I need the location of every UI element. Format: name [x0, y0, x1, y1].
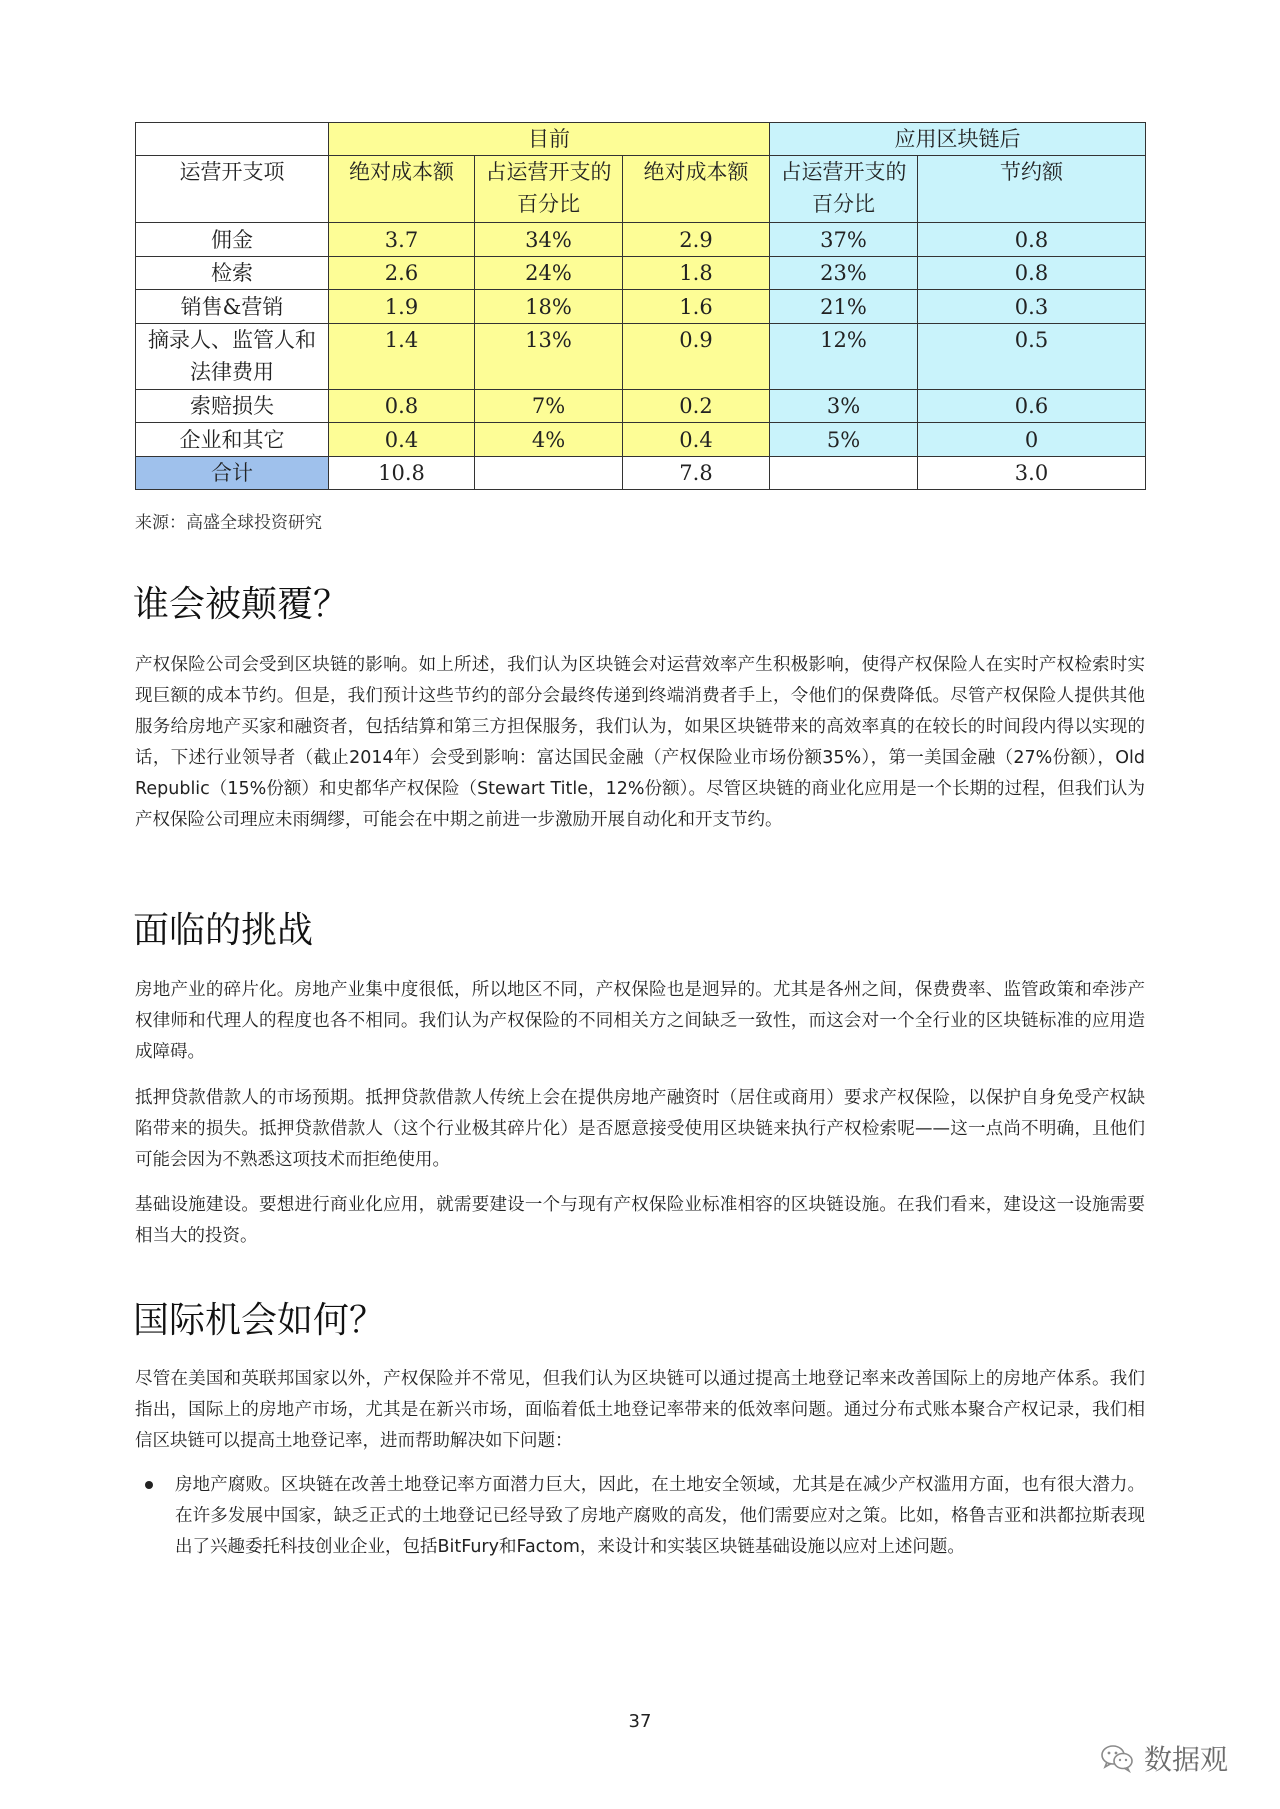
cell-abs-after: 0.4 — [623, 423, 770, 457]
total-savings: 3.0 — [918, 457, 1146, 490]
section-title-international: 国际机会如何？ — [133, 1300, 386, 1341]
group-header-after: 应用区块链后 — [770, 123, 1146, 156]
paragraph: 抵押贷款借款人的市场预期。抵押贷款借款人传统上会在提供房地产融资时（居住或商用）要求产权保险，以保护自身免受产权缺陷带来的损失。抵押贷款借款人（这个行业极其碎片化）是否愿意接受使用区块链来执行产权检索呢——这一点尚不明确，且他们可能会因为不熟悉这项技术而拒绝使用。 — [135, 1088, 1145, 1170]
table-source-note: 来源：高盛全球投资研究 — [135, 513, 322, 533]
list-item-text: 房地产腐败。区块链在改善土地登记率方面潜力巨大，因此，在土地安全领域，尤其是在减少产权滥用方面，也有很大潜力。在许多发展中国家，缺乏正式的土地登记已经导致了房地产腐败的高发，他们需要应对之策。比如，格鲁吉亚和洪都拉斯表现出了兴趣委托科技创业企业，包括BitFury和Factom，来设计和实装区块链基础设施以应对上述问题。 — [175, 1475, 1145, 1557]
table-row — [136, 390, 1146, 423]
cell-abs-after: 0.9 — [623, 324, 770, 390]
watermark-text: 数据观 — [1144, 1743, 1229, 1776]
cell-pct-current: 24% — [475, 257, 623, 290]
total-abs-current: 10.8 — [329, 457, 475, 490]
row-item: 索赔损失 — [136, 390, 329, 423]
cell-abs-after: 2.9 — [623, 223, 770, 257]
cell-abs-after: 1.8 — [623, 257, 770, 290]
cell-pct-after: 21% — [770, 290, 918, 324]
cost-comparison-table — [135, 122, 1146, 490]
cell-pct-after: 12% — [770, 324, 918, 390]
table-row — [136, 223, 1146, 257]
cell-pct-after: 3% — [770, 390, 918, 423]
table-row — [136, 290, 1146, 324]
paragraph: 基础设施建设。要想进行商业化应用，就需要建设一个与现有产权保险业标准相容的区块链设施。在我们看来，建设这一设施需要相当大的投资。 — [135, 1195, 1145, 1246]
cell-pct-current: 34% — [475, 223, 623, 257]
cell-savings: 0.6 — [918, 390, 1146, 423]
paragraph: 尽管在美国和英联邦国家以外，产权保险并不常见，但我们认为区块链可以通过提高土地登记率来改善国际上的房地产体系。我们指出，国际上的房地产市场，尤其是在新兴市场，面临着低土地登记率带来的低效率问题。通过分布式账本聚合产权记录，我们相信区块链可以提高土地登记率，进而帮助解决如下问题： — [135, 1369, 1145, 1451]
cell-savings: 0.8 — [918, 257, 1146, 290]
cell-pct-current: 18% — [475, 290, 623, 324]
table-row — [136, 423, 1146, 457]
cell-abs-current: 0.8 — [329, 390, 475, 423]
total-abs-after: 7.8 — [623, 457, 770, 490]
col-header-pct-current: 占运营开支的百分比 — [475, 156, 623, 223]
col-header-abs-cost-after: 绝对成本额 — [623, 156, 770, 223]
cell-pct-current: 13% — [475, 324, 623, 390]
cell-abs-current: 1.4 — [329, 324, 475, 390]
table-row — [136, 324, 1146, 390]
row-item: 检索 — [136, 257, 329, 290]
section-title-challenges: 面临的挑战 — [133, 910, 314, 951]
row-item: 佣金 — [136, 223, 329, 257]
cell-pct-after: 37% — [770, 223, 918, 257]
cell-pct-after: 23% — [770, 257, 918, 290]
table-corner-cell — [136, 123, 329, 156]
table-total-row — [136, 457, 1146, 490]
cell-savings: 0 — [918, 423, 1146, 457]
table-row — [136, 257, 1146, 290]
row-item: 企业和其它 — [136, 423, 329, 457]
cell-pct-after: 5% — [770, 423, 918, 457]
cell-pct-current: 4% — [475, 423, 623, 457]
col-header-item: 运营开支项 — [136, 156, 329, 223]
col-header-abs-cost-current: 绝对成本额 — [329, 156, 475, 223]
cell-pct-current: 7% — [475, 390, 623, 423]
col-header-pct-after: 占运营开支的百分比 — [770, 156, 918, 223]
watermark — [1100, 1738, 1228, 1778]
cell-abs-current: 0.4 — [329, 423, 475, 457]
group-header-current: 目前 — [329, 123, 770, 156]
total-label: 合计 — [136, 457, 329, 490]
cell-abs-after: 1.6 — [623, 290, 770, 324]
total-pct-current — [475, 457, 623, 490]
col-header-savings: 节约额 — [918, 156, 1146, 223]
row-item: 销售&营销 — [136, 290, 329, 324]
bullet-icon — [145, 1481, 153, 1489]
cell-savings: 0.8 — [918, 223, 1146, 257]
page-number: 37 — [628, 1711, 652, 1732]
cell-savings: 0.5 — [918, 324, 1146, 390]
cell-abs-current: 1.9 — [329, 290, 475, 324]
total-pct-after — [770, 457, 918, 490]
cell-abs-current: 2.6 — [329, 257, 475, 290]
section-title-disruption: 谁会被颠覆？ — [133, 584, 350, 625]
wechat-icon — [1100, 1743, 1134, 1773]
cell-abs-after: 0.2 — [623, 390, 770, 423]
cell-savings: 0.3 — [918, 290, 1146, 324]
cell-abs-current: 3.7 — [329, 223, 475, 257]
row-item: 摘录人、监管人和法律费用 — [136, 324, 329, 390]
paragraph: 产权保险公司会受到区块链的影响。如上所述，我们认为区块链会对运营效率产生积极影响，使得产权保险人在实时产权检索时实现巨额的成本节约。但是，我们预计这些节约的部分会最终传递到终端消费者手上，令他们的保费降低。尽管产权保险人提供其他服务给房地产买家和融资者，包括结算和第三方担保服务，我们认为，如果区块链带来的高效率真的在较长的时间段内得以实现的话，下述行业领导者（截止2014年）会受到影响：富达国民金融（产权保险业市场份额35%），第一美国金融（27%份额），Old Republic（15%份额）和史都华产权保险（Stewart Title，12%份额）。尽管区块链的商业化应用是一个长期的过程，但我们认为产权保险公司理应未雨绸缪，可能会在中期之前进一步激励开展自动化和开支节约。 — [135, 655, 1145, 830]
paragraph: 房地产业的碎片化。房地产业集中度很低，所以地区不同，产权保险也是迥异的。尤其是各州之间，保费费率、监管政策和牵涉产权律师和代理人的程度也各不相同。我们认为产权保险的不同相关方之间缺乏一致性，而这会对一个全行业的区块链标准的应用造成障碍。 — [135, 980, 1145, 1062]
